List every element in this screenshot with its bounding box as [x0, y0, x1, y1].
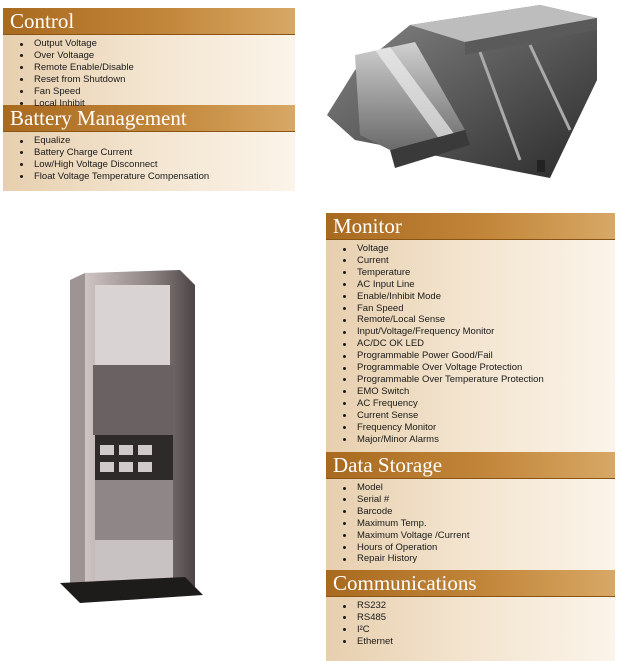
list-item: Float Voltage Temperature Compensation	[20, 171, 295, 183]
list-item: RS232	[343, 600, 615, 612]
list-item: Reset from Shutdown	[20, 74, 295, 86]
list-item: Major/Minor Alarms	[343, 434, 615, 446]
list-item: Programmable Over Voltage Protection	[343, 362, 615, 374]
list-item: Remote Enable/Disable	[20, 62, 295, 74]
list-item: AC Frequency	[343, 398, 615, 410]
list-item: Repair History	[343, 553, 615, 565]
rack-system-photo	[55, 265, 205, 615]
list-item: Ethernet	[343, 636, 615, 648]
list-item: Remote/Local Sense	[343, 314, 615, 326]
data-storage-heading: Data Storage	[326, 452, 615, 479]
list-item: Input/Voltage/Frequency Monitor	[343, 326, 615, 338]
monitor-heading: Monitor	[326, 213, 615, 240]
list-item: Frequency Monitor	[343, 422, 615, 434]
list-item: AC Input Line	[343, 279, 615, 291]
list-item: Barcode	[343, 506, 615, 518]
list-item: Over Voltaage	[20, 50, 295, 62]
list-item: Temperature	[343, 267, 615, 279]
list-item: Local Inhibit	[20, 98, 295, 110]
chassis-photo	[315, 0, 620, 200]
list-item: Enable/Inhibit Mode	[343, 291, 615, 303]
list-item: Current	[343, 255, 615, 267]
battery-list	[3, 132, 295, 187]
control-list	[3, 35, 295, 113]
list-item: Equalize	[20, 135, 295, 147]
list-item: Serial #	[343, 494, 615, 506]
list-item: Output Voltage	[20, 38, 295, 50]
list-item: Programmable Power Good/Fail	[343, 350, 615, 362]
list-item: Maximum Voltage /Current	[343, 530, 615, 542]
list-item: EMO Switch	[343, 386, 615, 398]
monitor-list	[326, 240, 615, 449]
communications-list	[326, 597, 615, 652]
control-panel	[3, 8, 295, 191]
data-storage-list	[326, 479, 615, 569]
list-item: Fan Speed	[20, 86, 295, 98]
list-item: AC/DC OK LED	[343, 338, 615, 350]
list-item: Voltage	[343, 243, 615, 255]
control-heading: Control	[3, 8, 295, 35]
list-item: RS485	[343, 612, 615, 624]
battery-heading: Battery Management	[3, 105, 295, 132]
list-item: Low/High Voltage Disconnect	[20, 159, 295, 171]
list-item: Fan Speed	[343, 303, 615, 315]
list-item: I²C	[343, 624, 615, 636]
communications-heading: Communications	[326, 570, 615, 597]
list-item: Maximum Temp.	[343, 518, 615, 530]
list-item: Programmable Over Temperature Protection	[343, 374, 615, 386]
list-item: Hours of Operation	[343, 542, 615, 554]
monitor-panel	[326, 213, 615, 661]
list-item: Model	[343, 482, 615, 494]
list-item: Current Sense	[343, 410, 615, 422]
list-item: Battery Charge Current	[20, 147, 295, 159]
